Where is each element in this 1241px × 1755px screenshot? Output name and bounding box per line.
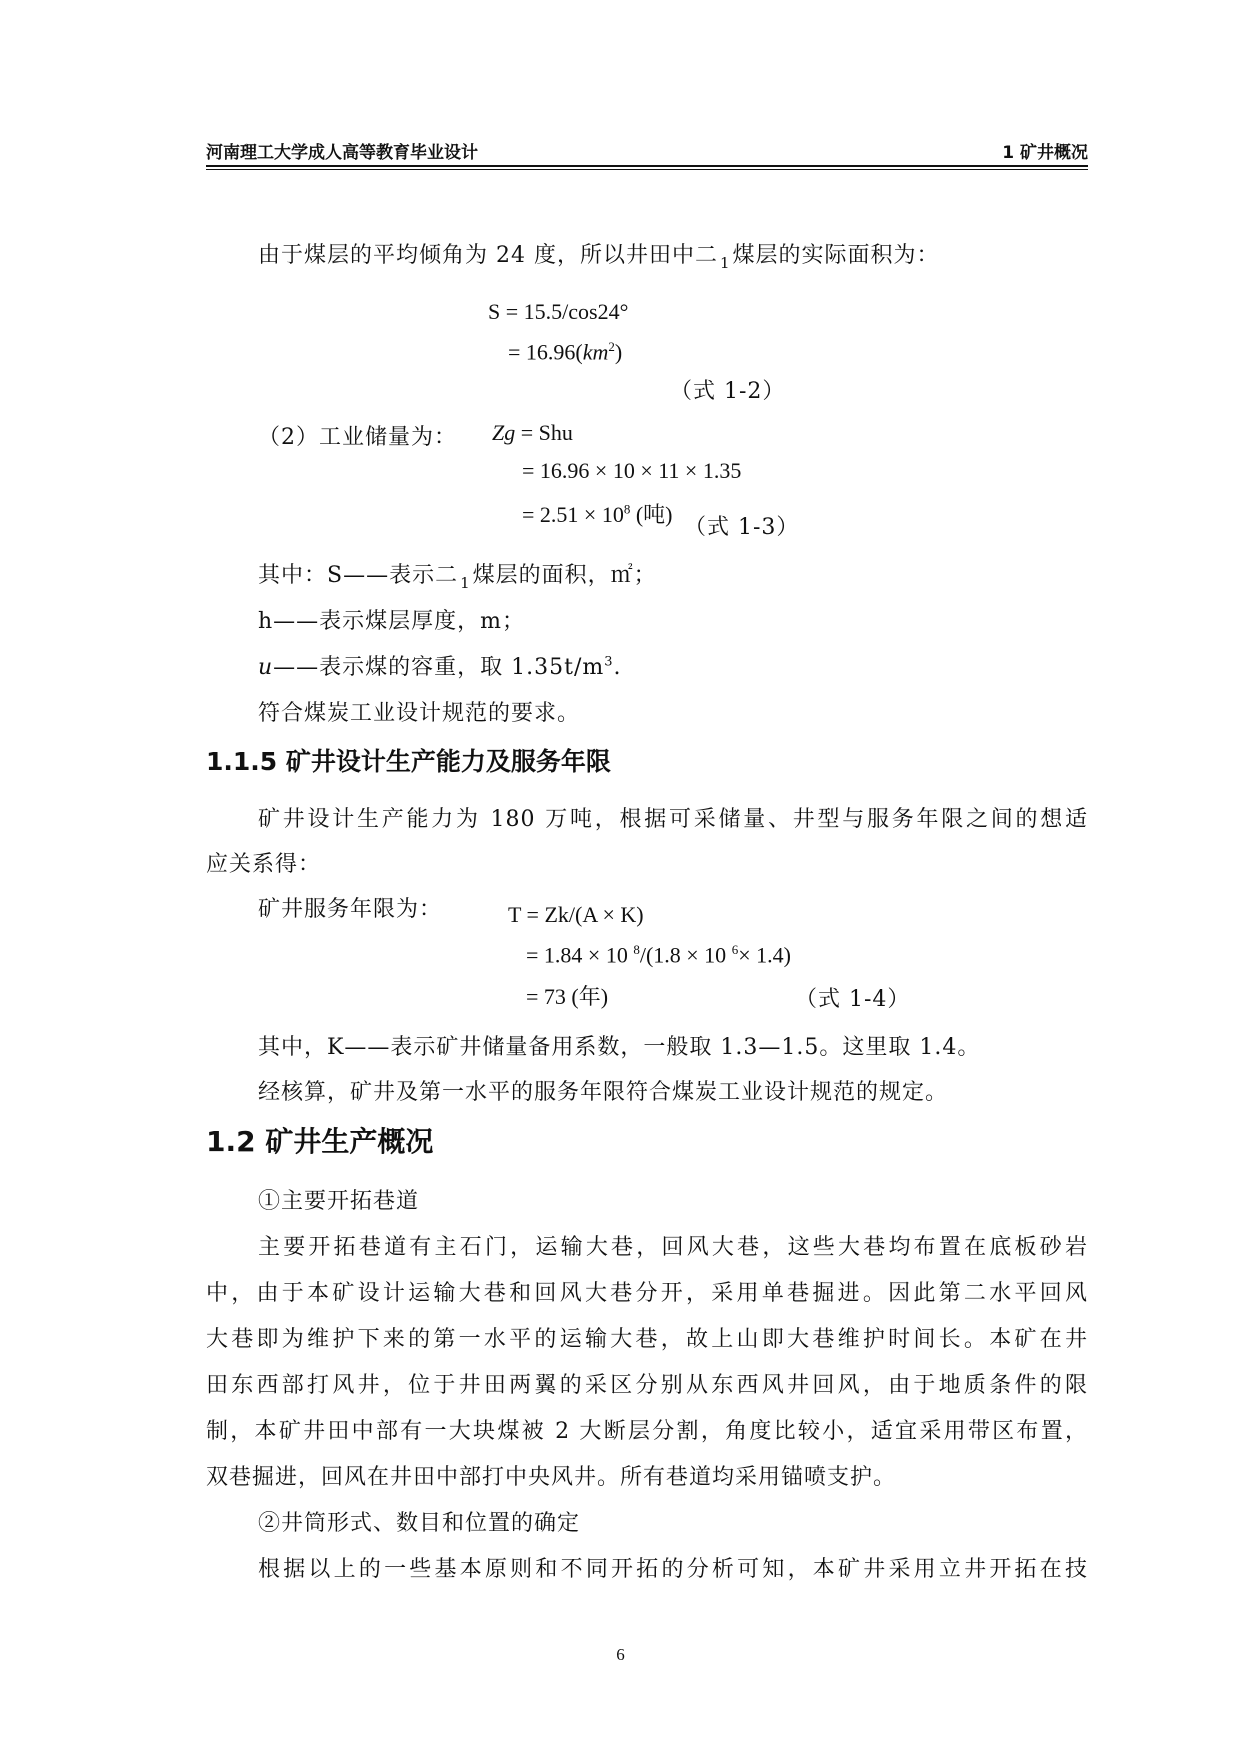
definition-s: 其中：S——表示二 $_1$煤层的面积，㎡； xyxy=(258,563,657,592)
paragraph-shaft-line1: 根据以上的一些基本原则和不同开拓的分析可知，本矿井采用立井开拓在技 xyxy=(258,1557,1088,1582)
paragraph-roadways-line4: 田东西部打风井，位于井田两翼的采区分别从东西风井回风，由于地质条件的限 xyxy=(206,1373,1088,1398)
paragraph-roadways-line3: 大巷即为维护下来的第一水平的运输大巷，故上山即大巷维护时间长。本矿在井 xyxy=(206,1327,1088,1352)
conformance-note: 符合煤炭工业设计规范的要求。 xyxy=(258,701,581,726)
definition-h: h——表示煤层厚度，m； xyxy=(258,609,526,634)
header-rule-thick xyxy=(206,165,1088,167)
equation-reserve-line3: = $2.51 \times 10^8$ (吨) xyxy=(522,501,673,527)
equation-service-line3: = 73 (年) xyxy=(526,984,609,1009)
paragraph-roadways-line2: 中，由于本矿设计运输大巷和回风大巷分开，采用单巷掘进。因此第二水平回风 xyxy=(206,1281,1088,1306)
section-heading-1-2: 1.2 矿井生产概况 xyxy=(206,1125,434,1158)
equation-reserve-line2: = 16.96 × 10 × 11 × 1.35 xyxy=(522,458,742,483)
equation-reserve-line1: Zg = Shu xyxy=(492,420,573,445)
equation-area-line1: S = 15.5/cos24° xyxy=(488,299,629,324)
equation-service-line2: = 1.84 × 10 $^8$/(1.8 × 10 $^6$× 1.4) xyxy=(526,942,791,968)
equation-area-line2: = $16.96(km^2)$ xyxy=(508,339,623,365)
equation-tag-1-3: （式 1-3） xyxy=(684,515,800,540)
equation-service-line1: T = Zk/(A × K) xyxy=(508,902,644,927)
equation-tag-1-2: （式 1-2） xyxy=(670,379,786,404)
paragraph-area-intro: 由于煤层的平均倾角为 24 度，所以井田中二 $_1$煤层的实际面积为： xyxy=(258,243,940,272)
equation-tag-1-4: （式 1-4） xyxy=(795,987,911,1012)
note-verification: 经核算，矿井及第一水平的服务年限符合煤炭工业设计规范的规定。 xyxy=(258,1080,949,1105)
paragraph-capacity-line1: 矿井设计生产能力为 180 万吨，根据可采储量、井型与服务年限之间的想适 xyxy=(258,807,1088,832)
definition-u: u——表示煤的容重，取 $1.35t/m^3$. xyxy=(258,654,622,680)
paragraph-capacity-line2: 应关系得： xyxy=(206,852,322,877)
section-heading-1-1-5: 1.1.5 矿井设计生产能力及服务年限 xyxy=(206,747,611,776)
running-header-title: 河南理工大学成人高等教育毕业设计 xyxy=(206,143,478,163)
equation-label-industrial-reserve: （2）工业储量为： xyxy=(258,425,457,450)
header-rule-thin xyxy=(206,169,1088,170)
page-number: 6 xyxy=(616,1645,625,1664)
equation-label-service-life: 矿井服务年限为： xyxy=(258,897,443,922)
paragraph-roadways-line5: 制，本矿井田中部有一大块煤被 2 大断层分割，角度比较小，适宜采用带区布置， xyxy=(206,1419,1088,1444)
list-item-shaft-form: ②井筒形式、数目和位置的确定 xyxy=(258,1511,581,1536)
paragraph-roadways-line1: 主要开拓巷道有主石门，运输大巷，回风大巷，这些大巷均布置在底板砂岩 xyxy=(258,1235,1088,1260)
list-item-main-roadways: ①主要开拓巷道 xyxy=(258,1189,420,1214)
note-reserve-factor: 其中，K——表示矿井储量备用系数，一般取 1.3—1.5。这里取 1.4。 xyxy=(258,1035,981,1060)
running-header-chapter: 1 矿井概况 xyxy=(1002,143,1088,163)
paragraph-roadways-line6: 双巷掘进，回风在井田中部打中央风井。所有巷道均采用锚喷支护。 xyxy=(206,1465,897,1490)
